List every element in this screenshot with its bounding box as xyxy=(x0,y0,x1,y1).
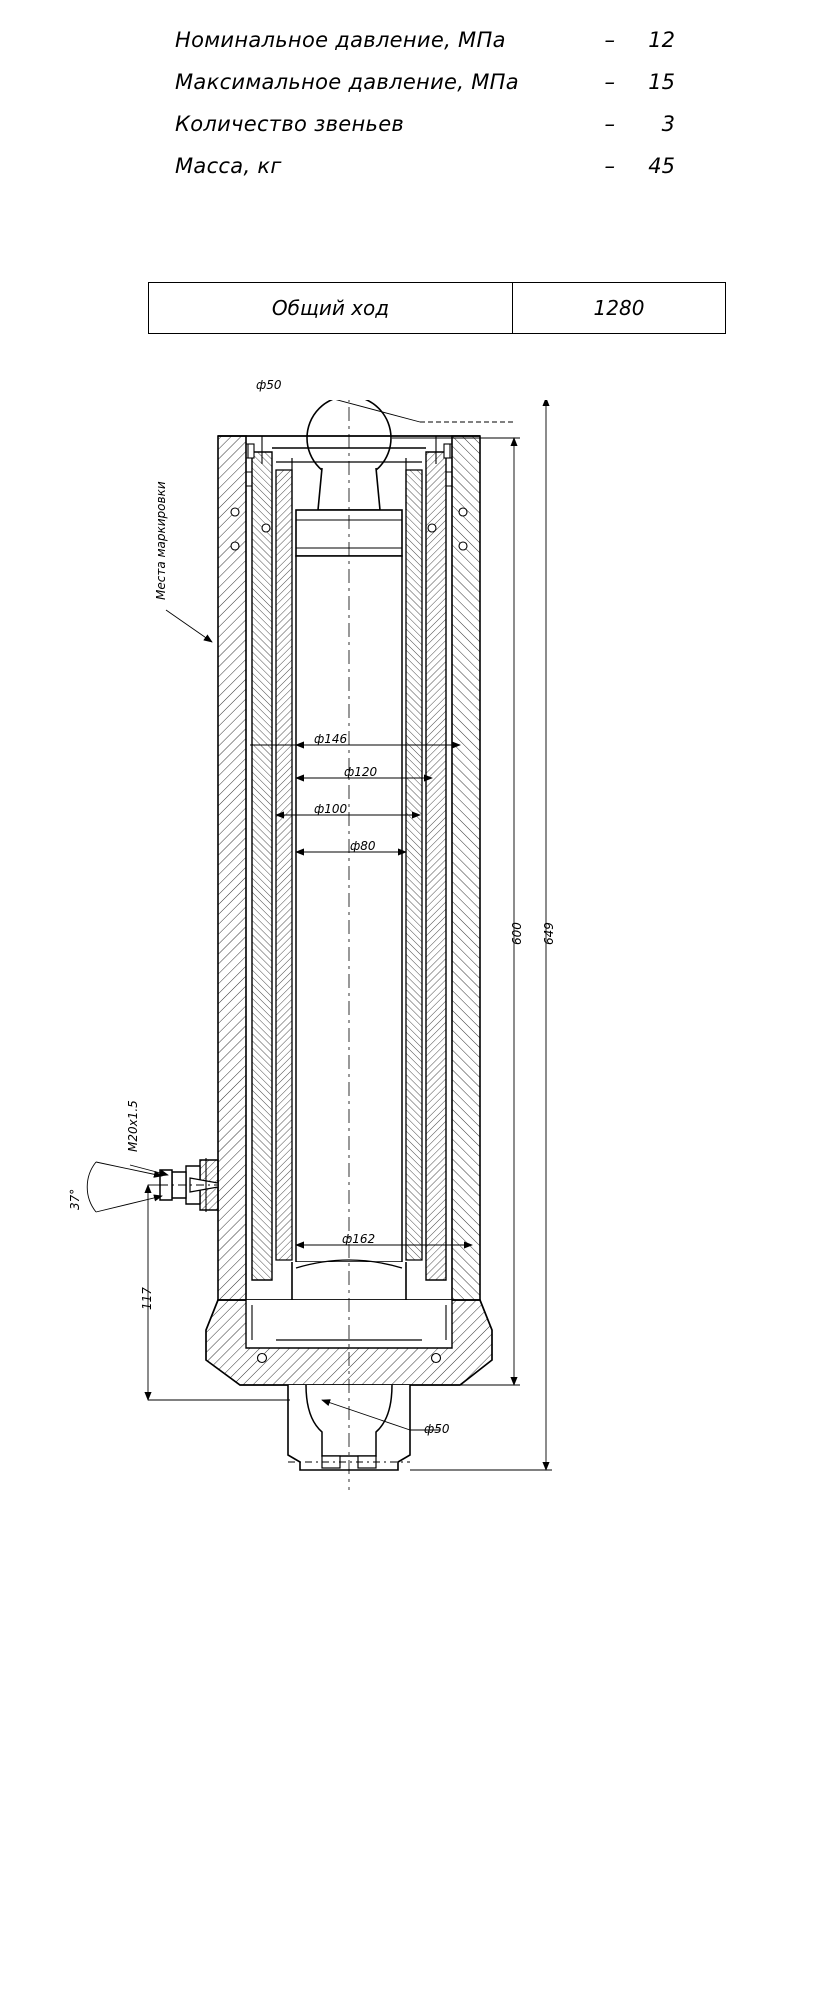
dim-label-dia50-top: ф50 xyxy=(256,378,282,392)
dim-label-thread-m20: M20x1.5 xyxy=(126,1100,140,1152)
spec-label: Номинальное давление, МПа xyxy=(175,28,506,52)
side-port-fitting xyxy=(160,1158,218,1212)
spec-row xyxy=(175,70,695,112)
dim-label-dia100: ф100 xyxy=(314,802,348,816)
spec-dash: – xyxy=(604,154,615,178)
spec-label: Максимальное давление, МПа xyxy=(175,70,519,94)
total-stroke-label: Общий ход xyxy=(149,283,513,333)
dim-label-117: 117 xyxy=(140,1287,154,1310)
dim-label-dia80: ф80 xyxy=(350,839,376,853)
dim-label-angle-37: 37° xyxy=(68,1188,82,1210)
spec-label: Количество звеньев xyxy=(175,112,405,136)
spec-row xyxy=(175,112,695,154)
cylinder-section-svg xyxy=(0,400,838,1920)
spec-value: 12 xyxy=(648,28,675,52)
dim-label-600: 600 xyxy=(510,922,524,945)
dim-label-dia120: ф120 xyxy=(344,765,378,779)
spec-row xyxy=(175,28,695,70)
spec-value: 15 xyxy=(648,70,675,94)
total-stroke-value: 1280 xyxy=(593,296,645,320)
spec-label: Масса, кг xyxy=(175,154,282,178)
dim-label-dia162: ф162 xyxy=(342,1232,376,1246)
total-stroke-table xyxy=(148,282,726,334)
spec-dash: – xyxy=(604,112,615,136)
specification-list xyxy=(175,28,695,196)
note-marking-places: Места маркировки xyxy=(154,481,168,600)
dim-label-dia146: ф146 xyxy=(314,732,348,746)
spec-dash: – xyxy=(604,70,615,94)
dim-label-dia50-bottom: ф50 xyxy=(424,1422,450,1436)
dim-label-649: 649 xyxy=(542,922,556,945)
spec-value: 45 xyxy=(648,154,675,178)
hydraulic-cylinder-drawing xyxy=(0,378,838,1920)
spec-row xyxy=(175,154,695,196)
spec-dash: – xyxy=(604,28,615,52)
spec-value: 3 xyxy=(661,112,675,136)
